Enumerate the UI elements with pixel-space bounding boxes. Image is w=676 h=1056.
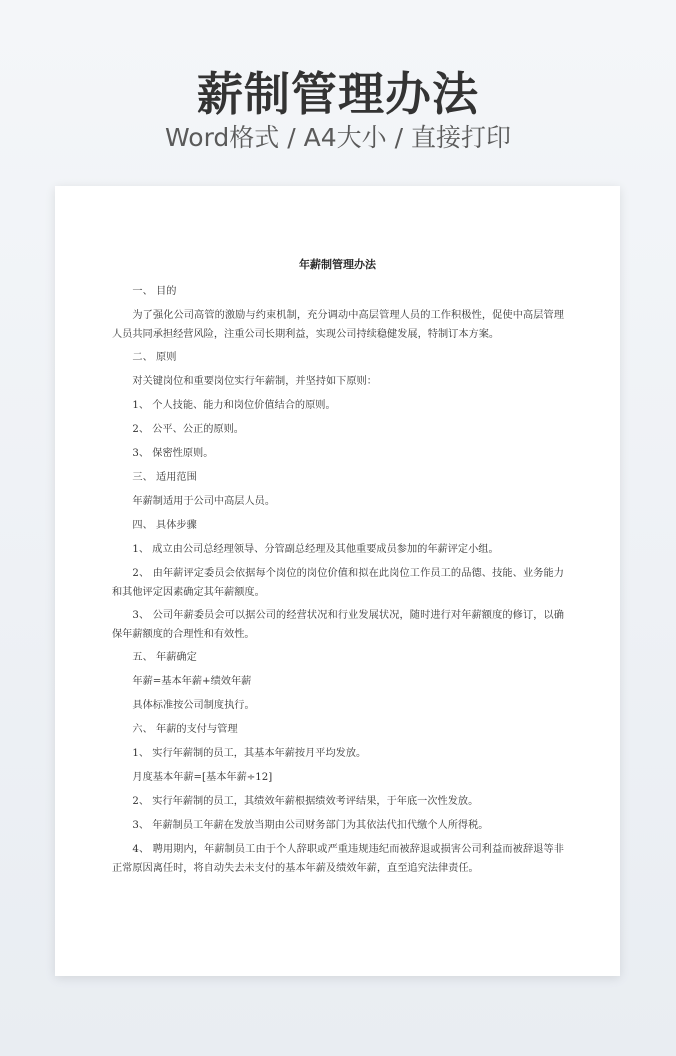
list-item: 3、 保密性原则。 [132,448,214,459]
list-item: 2、 公平、公正的原则。 [132,424,244,435]
document-page [55,186,620,976]
section-heading: 四、 具体步骤 [132,520,197,531]
list-item: 3、 年薪制员工年薪在发放当期由公司财务部门为其依法代扣代缴个人所得税。 [132,820,489,831]
list-item: 1、 成立由公司总经理领导、分管副总经理及其他重要成员参加的年薪评定小组。 [132,544,499,555]
section-heading: 六、 年薪的支付与管理 [132,724,238,735]
formula: 年薪=基本年薪+绩效年薪 [132,676,252,687]
list-item: 2、 由年薪评定委员会依据每个岗位的岗位价值和拟在此岗位工作员工的品德、技能、业务能力和其他评定因素确定其年薪额度。 [112,568,564,598]
paragraph: 年薪制适用于公司中高层人员。 [132,496,276,507]
paragraph: 对关键岗位和重要岗位实行年薪制，并坚持如下原则： [132,376,377,387]
list-item: 1、 实行年薪制的员工，其基本年薪按月平均发放。 [132,748,367,759]
paragraph: 为了强化公司高管的激励与约束机制，充分调动中高层管理人员的工作积极性，促使中高层管理人员共同承担经营风险，注重公司长期利益，实现公司持续稳健发展，特制订本方案。 [112,310,564,340]
section-heading: 一、 目的 [132,286,177,297]
formula: 月度基本年薪=[基本年薪÷12] [132,772,273,783]
banner-title: 薪制管理办法 [197,67,479,121]
list-item: 1、 个人技能、能力和岗位价值结合的原则。 [132,400,336,411]
banner-subtitle: Word格式 / A4大小 / 直接打印 [165,123,511,152]
section-heading: 五、 年薪确定 [132,652,197,663]
list-item: 4、 聘用期内，年薪制员工由于个人辞职或严重违规违纪而被辞退或损害公司利益而被辞退等非正常原因离任时，将自动失去未支付的基本年薪及绩效年薪，直至追究法律责任。 [112,844,564,874]
document-title: 年薪制管理办法 [299,258,376,271]
section-heading: 二、 原则 [132,352,177,363]
section-heading: 三、 适用范围 [132,472,197,483]
list-item: 2、 实行年薪制的员工，其绩效年薪根据绩效考评结果，于年底一次性发放。 [132,796,479,807]
document-body [112,282,564,882]
list-item: 3、 公司年薪委员会可以据公司的经营状况和行业发展状况，随时进行对年薪额度的修订，以确保年薪额度的合理性和有效性。 [112,610,564,640]
paragraph: 具体标准按公司制度执行。 [132,700,255,711]
